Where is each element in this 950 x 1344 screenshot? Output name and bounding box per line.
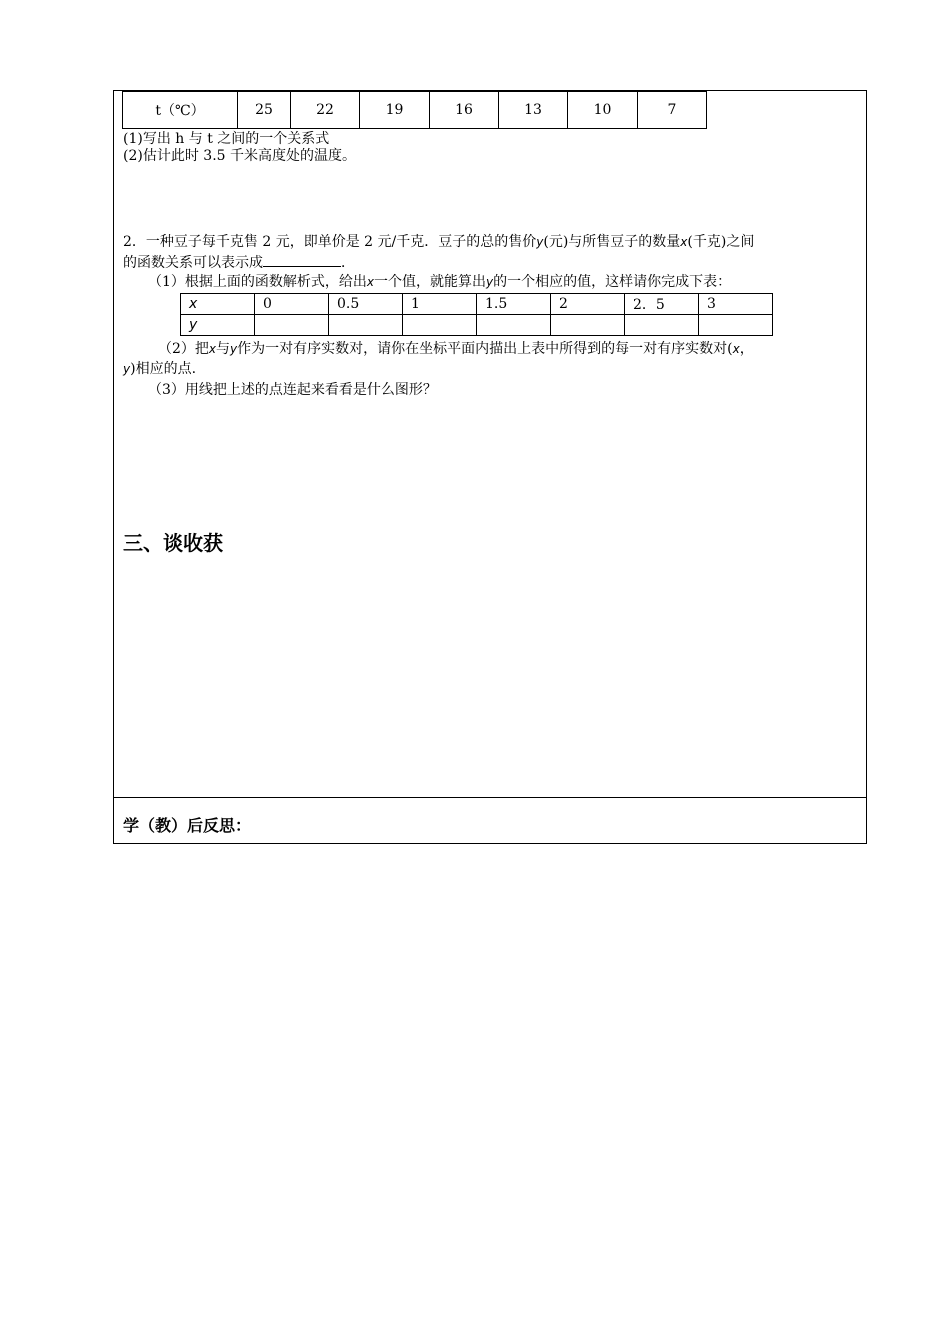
y-label-cell: y bbox=[181, 315, 255, 336]
var-y: y bbox=[230, 342, 238, 356]
table-row bbox=[181, 294, 773, 315]
table-cell-empty[interactable] bbox=[551, 315, 625, 336]
intro-text: (元)与所售豆子的数量 bbox=[543, 234, 681, 250]
question-2-sub-1 bbox=[148, 272, 731, 292]
table-cell: 0.5 bbox=[329, 294, 403, 315]
intro-text: 的函数关系可以表示成 bbox=[123, 255, 263, 271]
table-cell: 13 bbox=[499, 92, 568, 129]
sub1-text: 的一个相应的值，这样请你完成下表： bbox=[493, 274, 732, 290]
var-x: x bbox=[680, 235, 688, 249]
var-x: x bbox=[366, 275, 375, 289]
table-cell-empty[interactable] bbox=[403, 315, 477, 336]
table-cell: 1 bbox=[403, 294, 477, 315]
question-2-intro bbox=[123, 232, 863, 273]
row-divider bbox=[114, 797, 866, 798]
sub1-text: 一个值，就能算出 bbox=[374, 274, 487, 290]
question-1-part-2: (2)估计此时 3.5 千米高度处的温度。 bbox=[123, 148, 356, 164]
intro-text: 2．一种豆子每千克售 2 元，即单价是 2 元/千克．豆子的总的售价 bbox=[123, 234, 537, 250]
intro-text: ． bbox=[341, 255, 355, 271]
var-x: x bbox=[208, 342, 217, 356]
question-2-sub-2-cont bbox=[123, 359, 196, 379]
worksheet-frame bbox=[113, 90, 867, 844]
section-3-title: 三、谈收获 bbox=[123, 531, 223, 555]
table-cell: 22 bbox=[291, 92, 360, 129]
table-cell: 2．5 bbox=[625, 294, 699, 315]
table-header-cell: t（℃） bbox=[123, 92, 238, 129]
table-cell: 16 bbox=[430, 92, 499, 129]
table-cell: 7 bbox=[638, 92, 707, 129]
table-cell-empty[interactable] bbox=[477, 315, 551, 336]
question-2-sub-2 bbox=[158, 339, 863, 359]
question-2-sub-3: （3）用线把上述的点连起来看看是什么图形？ bbox=[148, 382, 437, 398]
sub2-text: )相应的点. bbox=[130, 361, 197, 377]
table-cell: 0 bbox=[255, 294, 329, 315]
answer-blank[interactable] bbox=[263, 252, 341, 267]
table-cell: 25 bbox=[238, 92, 291, 129]
var-y: y bbox=[536, 235, 544, 249]
table-cell-empty[interactable] bbox=[699, 315, 773, 336]
table-cell: 1.5 bbox=[477, 294, 551, 315]
table-cell: 2 bbox=[551, 294, 625, 315]
table-row bbox=[123, 92, 707, 129]
sub2-text: （2）把 bbox=[158, 341, 209, 357]
x-label-cell: x bbox=[181, 294, 255, 315]
sub2-text: 与 bbox=[216, 341, 231, 357]
var-y: y bbox=[123, 362, 131, 376]
table-cell-empty[interactable] bbox=[255, 315, 329, 336]
sub2-text: ， bbox=[739, 341, 754, 357]
table-cell: 19 bbox=[360, 92, 430, 129]
table-cell-empty[interactable] bbox=[625, 315, 699, 336]
table-row bbox=[181, 315, 773, 336]
table-cell-empty[interactable] bbox=[329, 315, 403, 336]
reflection-label: 学（教）后反思： bbox=[123, 816, 252, 835]
xy-table bbox=[180, 293, 773, 336]
var-x: x bbox=[732, 342, 740, 356]
table-cell: 10 bbox=[568, 92, 638, 129]
temperature-table bbox=[122, 91, 707, 129]
sub2-text: 作为一对有序实数对，请你在坐标平面内描出上表中所得到的每一对有序实数对( bbox=[237, 341, 733, 357]
question-1-part-1: (1)写出 h 与 t 之间的一个关系式 bbox=[123, 131, 330, 147]
intro-text: (千克)之间 bbox=[687, 234, 755, 250]
sub1-text: （1）根据上面的函数解析式，给出 bbox=[148, 274, 367, 290]
var-y: y bbox=[486, 275, 494, 289]
table-cell: 3 bbox=[699, 294, 773, 315]
